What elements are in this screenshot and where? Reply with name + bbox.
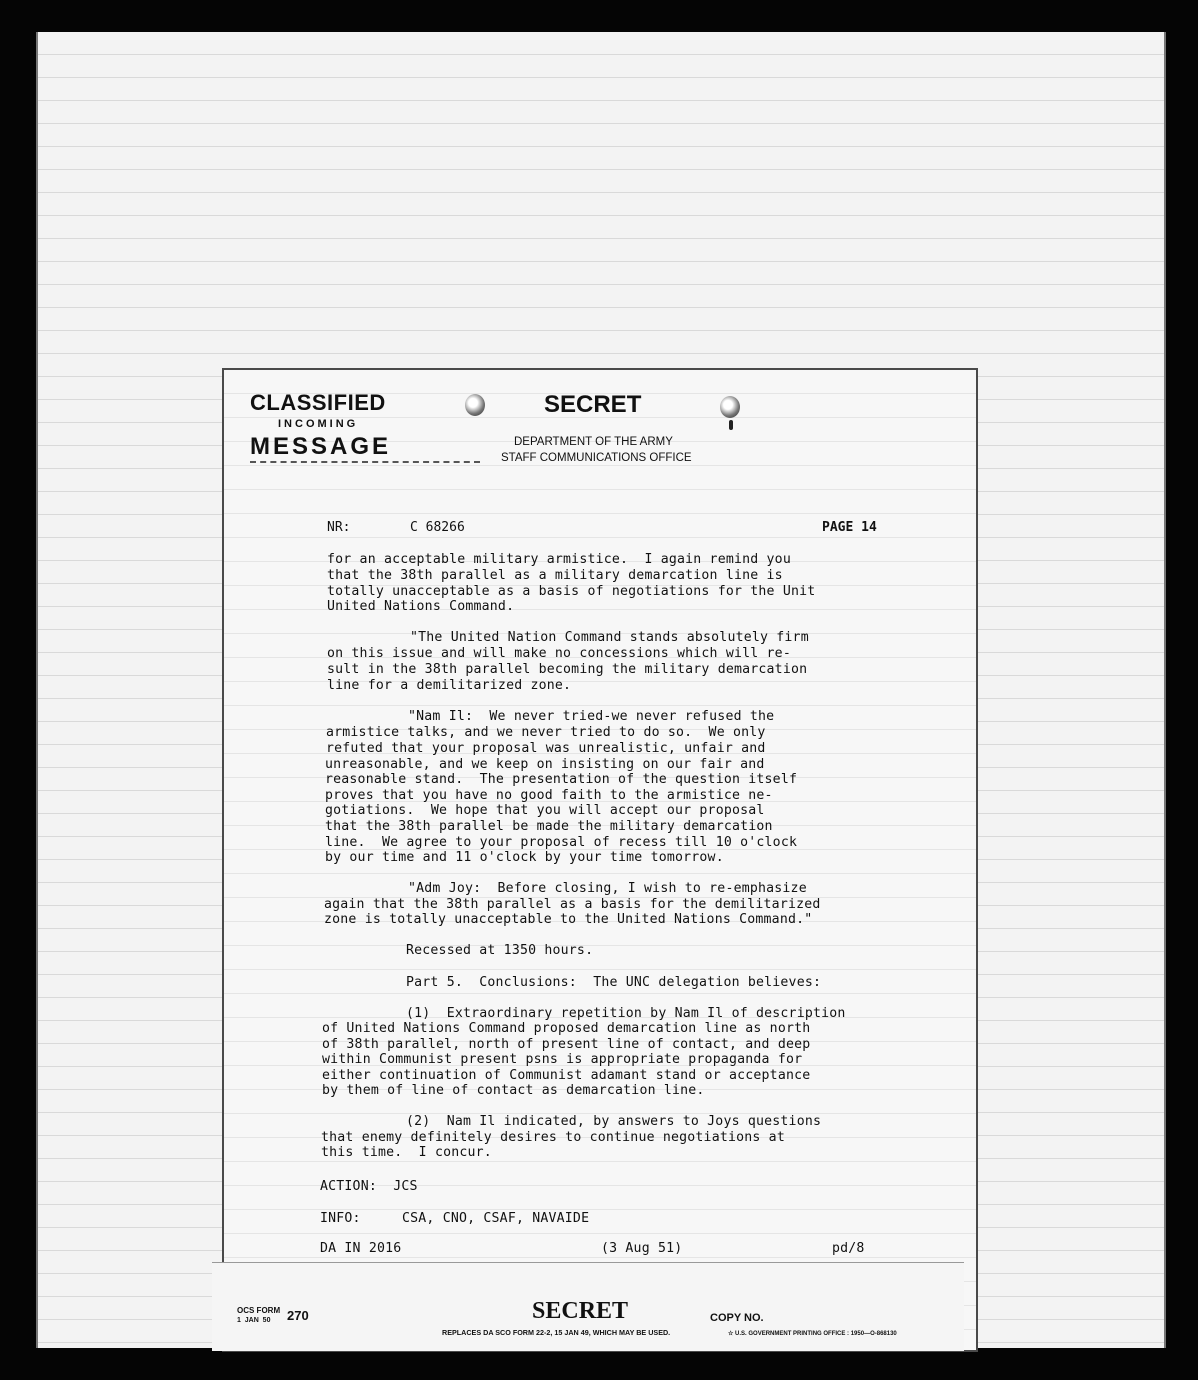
message-heading: MESSAGE bbox=[250, 433, 392, 460]
body-line: unreasonable, and we keep on insisting on our fair and bbox=[325, 757, 765, 772]
ocs-form-label: OCS FORM bbox=[237, 1306, 281, 1315]
body-line: (1) Extraordinary repetition by Nam Il of description bbox=[406, 1006, 846, 1021]
da-in-number: DA IN 2016 bbox=[320, 1241, 402, 1256]
classified-heading: CLASSIFIED bbox=[250, 390, 386, 415]
body-line: again that the 38th parallel as a basis for the demilitarized bbox=[324, 897, 821, 912]
page-number: PAGE 14 bbox=[822, 520, 877, 535]
body-line: that the 38th parallel be made the military demarcation bbox=[325, 819, 773, 834]
info-label: INFO: bbox=[320, 1211, 361, 1226]
replaces-note: REPLACES DA SCO FORM 22-2, 15 JAN 49, WHICH MAY BE USED. bbox=[442, 1328, 671, 1337]
body-line: proves that you have no good faith to the armistice ne- bbox=[325, 788, 773, 803]
body-line: by them of line of contact as demarcation line. bbox=[322, 1083, 705, 1098]
body-line: Part 5. Conclusions: The UNC delegation believes: bbox=[406, 975, 822, 990]
body-line: line for a demilitarized zone. bbox=[327, 678, 572, 693]
body-line: gotiations. We hope that you will accept our proposal bbox=[325, 803, 765, 818]
form-date: 1 JAN 50 bbox=[237, 1317, 271, 1324]
nr-label: NR: bbox=[327, 520, 351, 535]
body-line: that the 38th parallel as a military demarcation line is bbox=[327, 568, 783, 583]
message-number: C 68266 bbox=[410, 520, 465, 535]
body-line: that enemy definitely desires to continue negotiations at bbox=[321, 1130, 785, 1145]
message-date: (3 Aug 51) bbox=[601, 1241, 683, 1256]
heading-underline bbox=[250, 461, 480, 463]
body-line: within Communist present psns is appropriate propaganda for bbox=[322, 1052, 803, 1067]
body-line: "Nam Il: We never tried-we never refused the bbox=[408, 709, 775, 724]
info-recipients: CSA, CNO, CSAF, NAVAIDE bbox=[402, 1211, 590, 1226]
body-line: armistice talks, and we never tried to do so. We only bbox=[326, 725, 766, 740]
body-line: line. We agree to your proposal of recess till 10 o'clock bbox=[325, 835, 798, 850]
body-line: (2) Nam Il indicated, by answers to Joys questions bbox=[406, 1114, 822, 1129]
department-name: DEPARTMENT OF THE ARMY bbox=[514, 436, 673, 448]
body-line: on this issue and will make no concessions which will re- bbox=[327, 646, 791, 661]
body-line: Recessed at 1350 hours. bbox=[406, 943, 594, 958]
binder-fastener-icon bbox=[729, 420, 733, 430]
binder-hole-left-icon bbox=[465, 394, 485, 416]
binder-hole-right-icon bbox=[720, 396, 740, 418]
body-line: "Adm Joy: Before closing, I wish to re-emphasize bbox=[408, 881, 807, 896]
office-name: STAFF COMMUNICATIONS OFFICE bbox=[501, 452, 692, 464]
copy-number-label: COPY NO. bbox=[710, 1312, 764, 1324]
body-line: of 38th parallel, north of present line of contact, and deep bbox=[322, 1037, 811, 1052]
body-line: by our time and 11 o'clock by your time tomorrow. bbox=[325, 850, 724, 865]
body-line: totally unacceptable as a basis of negotiations for the Unit bbox=[327, 584, 816, 599]
body-line: zone is totally unacceptable to the United Nations Command." bbox=[324, 912, 813, 927]
secret-classification-top: SECRET bbox=[544, 391, 642, 418]
body-line: refuted that your proposal was unrealistic, unfair and bbox=[326, 741, 766, 756]
body-line: sult in the 38th parallel becoming the military demarcation bbox=[327, 662, 808, 677]
body-line: this time. I concur. bbox=[321, 1145, 492, 1160]
incoming-label: INCOMING bbox=[278, 418, 359, 430]
body-line: United Nations Command. bbox=[327, 599, 515, 614]
secret-classification-bottom: SECRET bbox=[532, 1298, 629, 1324]
body-line: for an acceptable military armistice. I again remind you bbox=[327, 552, 791, 567]
body-line: "The United Nation Command stands absolutely firm bbox=[410, 630, 809, 645]
body-line: of United Nations Command proposed demarcation line as north bbox=[322, 1021, 811, 1036]
body-line: either continuation of Communist adamant stand or acceptance bbox=[322, 1068, 811, 1083]
form-number: 270 bbox=[287, 1308, 309, 1323]
body-line: reasonable stand. The presentation of the question itself bbox=[325, 772, 798, 787]
action-line: ACTION: JCS bbox=[320, 1179, 418, 1194]
printing-office-note: ☆ U.S. GOVERNMENT PRINTING OFFICE : 1950—O-868130 bbox=[728, 1331, 897, 1337]
reference-code: pd/8 bbox=[832, 1241, 865, 1256]
